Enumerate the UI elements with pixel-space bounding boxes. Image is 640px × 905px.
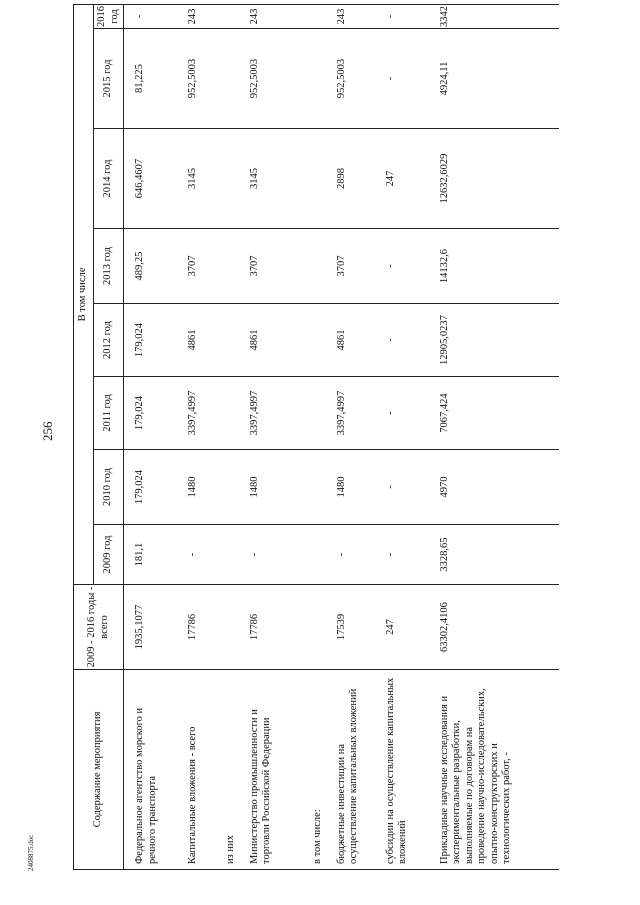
cell-2011: 179,024 [124,377,187,450]
row-label: Прикладные научные исследования и экспериментальные разработки, выполняемые по договорам на проведение научно-исследовательских, опытно-конструкторских и технологических работ, - [439,670,559,870]
cell-2012: - [385,304,439,377]
empty-cell [312,4,336,28]
cell-2013: 3707 [336,229,385,304]
rotated-table-container [73,5,569,870]
cell-total: 63302,4106 [439,585,559,670]
header-year-2016: 2016 год [94,4,124,28]
file-name: 2408875.doc [27,834,35,871]
row-label: бюджетные инвестиции на осуществление капитальных вложений [336,670,385,870]
cell-total: 1935,1077 [124,585,187,670]
cell-2014: 3145 [249,129,312,229]
empty-cell [312,585,336,670]
table-row [336,4,385,869]
empty-cell [225,29,249,129]
cell-2011: - [385,377,439,450]
cell-2015: - [385,29,439,129]
empty-cell [312,304,336,377]
page-number: 256 [40,421,55,441]
cell-total: 247 [385,585,439,670]
table-row [187,4,225,869]
cell-2010: 1480 [187,450,225,525]
cell-2011: 3397,4997 [336,377,385,450]
header-year-2013: 2013 год [94,229,124,304]
cell-2014: 247 [385,129,439,229]
cell-2010: 179,024 [124,450,187,525]
empty-cell [225,304,249,377]
cell-2009: - [385,525,439,585]
cell-2009: - [336,525,385,585]
empty-cell [312,450,336,525]
cell-2010: 1480 [249,450,312,525]
table-row [439,4,559,869]
table-row [385,4,439,869]
cell-2015: 952,5003 [249,29,312,129]
header-activity: Содержание мероприятия [74,670,124,870]
cell-total: 17786 [187,585,225,670]
cell-2014: 646,4607 [124,129,187,229]
cell-2016: 243 [336,4,385,28]
empty-cell [312,377,336,450]
cell-2013: 489,25 [124,229,187,304]
empty-cell [225,377,249,450]
header-year-2010: 2010 год [94,450,124,525]
cell-2013: 14132,6 [439,229,559,304]
cell-2009: 181,1 [124,525,187,585]
table-body [124,4,559,869]
cell-2015: 4924,11 [439,29,559,129]
row-label: Федеральное агентство морского и речного транспорта [124,670,187,870]
cell-2015: 81,225 [124,29,187,129]
cell-2012: 4861 [249,304,312,377]
cell-2009: 3328,65 [439,525,559,585]
empty-cell [225,4,249,28]
cell-total: 17786 [249,585,312,670]
cell-2012: 4861 [187,304,225,377]
table-row [225,4,249,869]
cell-2011: 3397,4997 [187,377,225,450]
row-label: в том числе: [312,670,336,870]
empty-cell [225,450,249,525]
table-row [249,4,312,869]
cell-2016: 243 [249,4,312,28]
table-row [312,4,336,869]
cell-2015: 952,5003 [336,29,385,129]
cell-2016: - [385,4,439,28]
cell-2013: 3707 [249,229,312,304]
cell-2012: 12905,0237 [439,304,559,377]
cell-2011: 3397,4997 [249,377,312,450]
cell-2009: - [249,525,312,585]
cell-2010: - [385,450,439,525]
empty-cell [312,29,336,129]
empty-cell [225,585,249,670]
cell-2010: 4970 [439,450,559,525]
cell-2016: 3342 [439,4,559,28]
empty-cell [225,229,249,304]
cell-2010: 1480 [336,450,385,525]
cell-total: 17539 [336,585,385,670]
cell-2011: 7067,424 [439,377,559,450]
cell-2016: 243 [187,4,225,28]
header-year-2014: 2014 год [94,129,124,229]
cell-2016: - [124,4,187,28]
row-label: Министерство промышленности и торговли Российской Федерации [249,670,312,870]
row-label: Капитальные вложения - всего [187,670,225,870]
empty-cell [225,129,249,229]
row-label: из них [225,670,249,870]
budget-table [73,4,559,870]
empty-cell [225,525,249,585]
cell-2012: 4861 [336,304,385,377]
cell-2014: 3145 [187,129,225,229]
header-year-2009: 2009 год [94,525,124,585]
header-year-2015: 2015 год [94,29,124,129]
header-including: В том числе [74,4,94,584]
cell-2014: 12632,6029 [439,129,559,229]
empty-cell [312,525,336,585]
empty-cell [312,229,336,304]
cell-2013: 3707 [187,229,225,304]
empty-cell [312,129,336,229]
header-year-2012: 2012 год [94,304,124,377]
header-year-2011: 2011 год [94,377,124,450]
cell-2014: 2898 [336,129,385,229]
cell-2009: - [187,525,225,585]
cell-2012: 179,024 [124,304,187,377]
table-row [124,4,187,869]
header-total: 2009 - 2016 годы - всего [74,585,124,670]
cell-2015: 952,5003 [187,29,225,129]
row-label: субсидии на осуществление капитальных вложений [385,670,439,870]
cell-2013: - [385,229,439,304]
